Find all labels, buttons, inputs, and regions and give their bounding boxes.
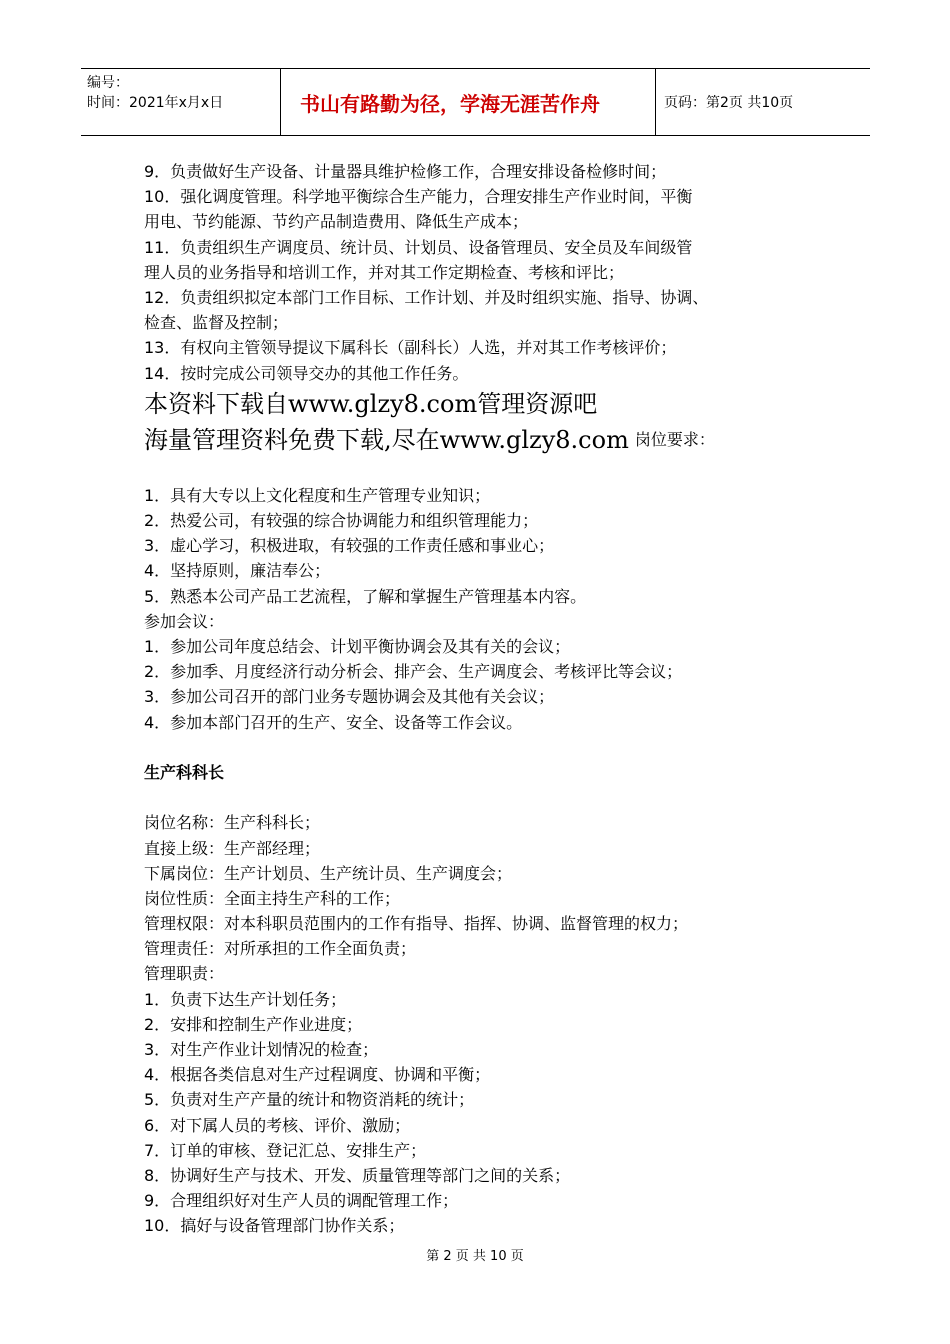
text-line: 1．具有大专以上文化程度和生产管理专业知识； <box>144 485 491 505</box>
text-line: 理人员的业务指导和培训工作，并对其工作定期检查、考核和评比； <box>144 262 625 282</box>
text-line: 1．负责下达生产计划任务； <box>144 989 347 1009</box>
text-line: 4．根据各类信息对生产过程调度、协调和平衡； <box>144 1065 491 1085</box>
header-motto-cell <box>281 69 656 135</box>
text-line: 11．负责组织生产调度员、统计员、计划员、设备管理员、安全员及车间级管 <box>144 237 693 257</box>
watermark-line-1: 本资料下载自www.glzy8.com管理资源吧 <box>144 389 598 418</box>
spacer <box>144 735 824 760</box>
text-line: 9．负责做好生产设备、计量器具维护检修工作，合理安排设备检修时间； <box>144 162 667 181</box>
time-label: 时间：2021年x月x日 <box>87 95 224 111</box>
text-line: 8．协调好生产与技术、开发、质量管理等部门之间的关系； <box>144 1165 571 1185</box>
text-line: 检查、监督及控制； <box>144 313 289 333</box>
spacer <box>144 458 824 483</box>
text-line: 2．参加季、月度经济行动分析会、排产会、生产调度会、考核评比等会议； <box>144 662 683 682</box>
page-footer: 第 2 页 共 10 页 <box>426 1249 524 1264</box>
text-line: 用电、节约能源、节约产品制造费用、降低生产成本； <box>144 212 529 232</box>
header-page-cell <box>656 69 870 135</box>
text-line: 2．安排和控制生产作业进度； <box>144 1014 363 1034</box>
text-line: 直接上级：生产部经理； <box>144 838 321 858</box>
page-header <box>81 68 870 136</box>
text-line: 参加会议： <box>144 611 225 631</box>
spacer <box>144 785 824 810</box>
section-title: 生产科科长 <box>144 762 225 782</box>
page-label: 页码：第2页 共10页 <box>664 95 794 111</box>
text-line: 14．按时完成公司领导交办的其他工作任务。 <box>144 363 469 383</box>
block-section-chief <box>144 810 824 1238</box>
motto: 书山有路勤为径，学海无涯苦作舟 <box>300 91 600 116</box>
text-line: 3．对生产作业计划情况的检查； <box>144 1040 379 1059</box>
text-line: 3．虚心学习，积极进取，有较强的工作责任感和事业心； <box>144 536 555 556</box>
text-line: 10．强化调度管理。科学地平衡综合生产能力，合理安排生产作业时间，平衡 <box>144 187 693 207</box>
text-line: 1．参加公司年度总结会、计划平衡协调会及其有关的会议； <box>144 637 571 656</box>
text-line: 10．搞好与设备管理部门协作关系； <box>144 1216 405 1236</box>
text-line: 7．订单的审核、登记汇总、安排生产； <box>144 1140 427 1160</box>
job-requirements-heading: 岗位要求： <box>634 429 715 449</box>
text-line: 4．坚持原则，廉洁奉公； <box>144 561 331 581</box>
text-line: 3．参加公司召开的部门业务专题协调会及其他有关会议； <box>144 687 555 707</box>
block-requirements <box>144 483 824 735</box>
header-meta <box>81 69 281 135</box>
text-line: 5．熟悉本公司产品工艺流程，了解和掌握生产管理基本内容。 <box>144 586 587 606</box>
code-label: 编号： <box>87 75 129 91</box>
text-line: 岗位性质：全面主持生产科的工作； <box>144 888 401 908</box>
text-line: 9．合理组织好对生产人员的调配管理工作； <box>144 1191 459 1211</box>
text-line: 下属岗位：生产计划员、生产统计员、生产调度会； <box>144 863 513 883</box>
watermark-line-2-text: 海量管理资料免费下载,尽在www.glzy8.com <box>144 425 629 454</box>
block-duties-continued <box>144 159 824 386</box>
text-line: 12．负责组织拟定本部门工作目标、工作计划、并及时组织实施、指导、协调、 <box>144 287 709 307</box>
document-body <box>144 159 824 1239</box>
text-line: 岗位名称：生产科科长； <box>144 813 321 833</box>
text-line: 2．热爱公司，有较强的综合协调能力和组织管理能力； <box>144 511 539 531</box>
text-line: 5．负责对生产产量的统计和物资消耗的统计； <box>144 1090 475 1110</box>
text-line: 管理责任：对所承担的工作全面负责； <box>144 939 417 959</box>
text-line: 管理权限：对本科职员范围内的工作有指导、指挥、协调、监督管理的权力； <box>144 914 689 934</box>
text-line: 管理职责： <box>144 964 225 984</box>
text-line: 6．对下属人员的考核、评价、激励； <box>144 1115 411 1135</box>
watermark-line-2 <box>144 422 824 458</box>
text-line: 4．参加本部门召开的生产、安全、设备等工作会议。 <box>144 712 523 732</box>
text-line: 13．有权向主管领导提议下属科长（副科长）人选，并对其工作考核评价； <box>144 338 677 358</box>
